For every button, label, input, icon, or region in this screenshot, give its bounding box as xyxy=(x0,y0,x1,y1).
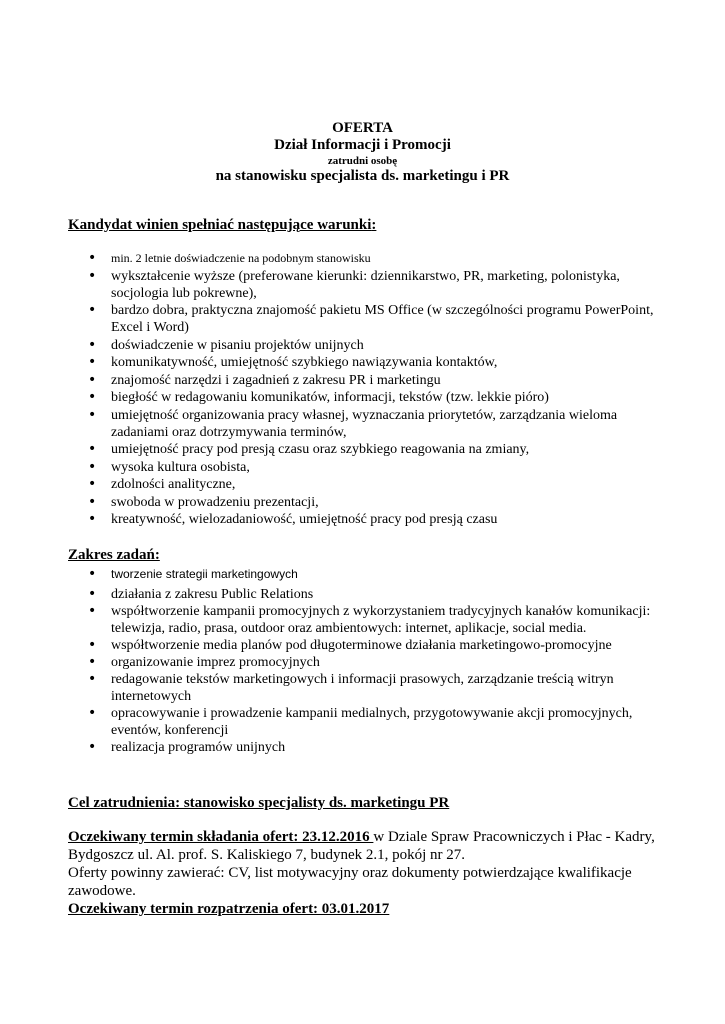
list-item-text: wykształcenie wyższe (preferowane kierunki: dziennikarstwo, PR, marketing, polonistyka, socjologia lub pokrewne), xyxy=(111,268,620,301)
list-item xyxy=(68,476,658,493)
list-item-text: współtworzenie kampanii promocyjnych z wykorzystaniem tradycyjnych kanałów komunikacji: telewizja, radio, prasa, outdoor oraz ambientowych: internet, aplikacje, social media. xyxy=(111,604,651,636)
bullet-icon: • xyxy=(88,406,97,423)
review-deadline: Oczekiwany termin rozpatrzenia ofert: 03.01.2017 xyxy=(68,901,390,917)
list-item xyxy=(68,337,658,354)
requirements-heading xyxy=(68,217,376,234)
list-item-text: komunikatywność, umiejętność szybkiego nawiązywania kontaktów, xyxy=(111,355,498,370)
department-name: Dział Informacji i Promocji xyxy=(274,137,451,153)
hire-note: zatrudni osobę xyxy=(327,155,398,167)
requirements-heading-text: Kandydat winien spełniać następujące warunki xyxy=(68,217,372,233)
employment-goal: Cel zatrudnienia: stanowisko specjalisty ds. marketingu PR xyxy=(68,795,450,811)
list-item xyxy=(68,268,658,302)
bullet-icon: • xyxy=(88,671,97,687)
list-item-text: organizowanie imprez promocyjnych xyxy=(111,655,320,670)
bullet-icon: • xyxy=(88,336,97,353)
list-item xyxy=(68,441,658,458)
bullet-icon: • xyxy=(88,267,97,284)
bullet-icon: • xyxy=(88,354,97,370)
list-item xyxy=(68,603,658,637)
list-item-text: kreatywność, wielozadaniowość, umiejętność pracy pod presją czasu xyxy=(111,512,498,527)
bullet-icon: • xyxy=(88,603,97,619)
tasks-heading: Zakres zadań: xyxy=(68,547,160,563)
list-item xyxy=(68,739,658,756)
list-item xyxy=(68,372,658,389)
list-item xyxy=(68,586,658,603)
list-item-text: swoboda w prowadzeniu prezentacji, xyxy=(111,494,319,510)
list-item-text: doświadczenie w pisaniu projektów unijnych xyxy=(111,337,364,353)
list-item-text: zdolności analityczne, xyxy=(111,477,236,492)
bullet-icon: • xyxy=(88,586,97,602)
submission-place: w Dziale Spraw Pracowniczych i Płac - Kadry, Bydgoszcz ul. Al. prof. S. Kaliskiego 7, budynek 2.1, pokój nr 27. xyxy=(68,829,655,863)
list-item xyxy=(68,302,658,336)
bullet-icon: • xyxy=(88,705,97,721)
list-item xyxy=(68,494,658,511)
list-item-text: wysoka kultura osobista, xyxy=(111,459,250,475)
list-item-text: umiejętność organizowania pracy własnej, wyznaczania priorytetów, zarządzania wieloma zadaniami oraz dotrzymywania terminów, xyxy=(111,407,618,440)
offer-contents: Oferty powinny zawierać: CV, list motywacyjny oraz dokumenty potwierdzające kwalifikacje zawodowe. xyxy=(68,865,632,899)
tasks-list xyxy=(68,566,658,756)
list-item xyxy=(68,671,658,705)
list-item xyxy=(68,511,658,528)
list-item xyxy=(68,407,658,441)
list-item xyxy=(68,354,658,371)
submission-deadline-label: Oczekiwany termin składania ofert: 23.12.2016 xyxy=(68,829,374,845)
list-item xyxy=(68,459,658,476)
list-item-text: tworzenie strategii marketingowych xyxy=(111,567,298,581)
bullet-icon: • xyxy=(88,566,97,582)
list-item xyxy=(68,566,658,583)
requirements-heading-colon: : xyxy=(371,217,377,233)
bullet-icon: • xyxy=(88,511,97,527)
bullet-icon: • xyxy=(88,250,97,266)
bullet-icon: • xyxy=(88,493,97,510)
bullet-icon: • xyxy=(88,654,97,670)
list-item xyxy=(68,654,658,671)
bullet-icon: • xyxy=(88,441,97,457)
bullet-icon: • xyxy=(88,637,97,653)
list-item xyxy=(68,637,658,654)
list-item-text: biegłość w redagowaniu komunikatów, informacji, tekstów (tzw. lekkie pióro) xyxy=(111,390,549,405)
bullet-icon: • xyxy=(88,371,97,388)
list-item-text: redagowanie tekstów marketingowych i informacji prasowych, zarządzanie treścią witryn internetowych xyxy=(111,672,614,704)
submission-deadline xyxy=(68,828,658,864)
bullet-icon: • xyxy=(88,476,97,492)
requirements-list xyxy=(68,250,658,529)
list-item-text: współtworzenie media planów pod długoterminowe działania marketingowo-promocyjne xyxy=(111,638,612,653)
list-item-text: znajomość narzędzi i zagadnień z zakresu PR i marketingu xyxy=(111,372,441,388)
bullet-icon: • xyxy=(88,302,97,318)
list-item xyxy=(68,250,658,267)
list-item-text: min. 2 letnie doświadczenie na podobnym stanowisku xyxy=(111,251,371,265)
offer-title: OFERTA xyxy=(332,120,393,136)
position-title: na stanowisku specjalista ds. marketingu i PR xyxy=(215,168,510,184)
list-item-text: realizacja programów unijnych xyxy=(111,740,286,755)
bullet-icon: • xyxy=(88,389,97,405)
bullet-icon: • xyxy=(88,739,97,755)
bullet-icon: • xyxy=(88,458,97,475)
list-item-text: bardzo dobra, praktyczna znajomość pakietu MS Office (w szczególności programu PowerPoint, Excel i Word) xyxy=(111,303,654,335)
list-item-text: opracowywanie i prowadzenie kampanii medialnych, przygotowywanie akcji promocyjnych, eventów, konferencji xyxy=(111,706,633,738)
list-item xyxy=(68,389,658,406)
list-item-text: działania z zakresu Public Relations xyxy=(111,587,314,602)
list-item-text: umiejętność pracy pod presją czasu oraz szybkiego reagowania na zmiany, xyxy=(111,442,530,457)
list-item xyxy=(68,705,658,739)
